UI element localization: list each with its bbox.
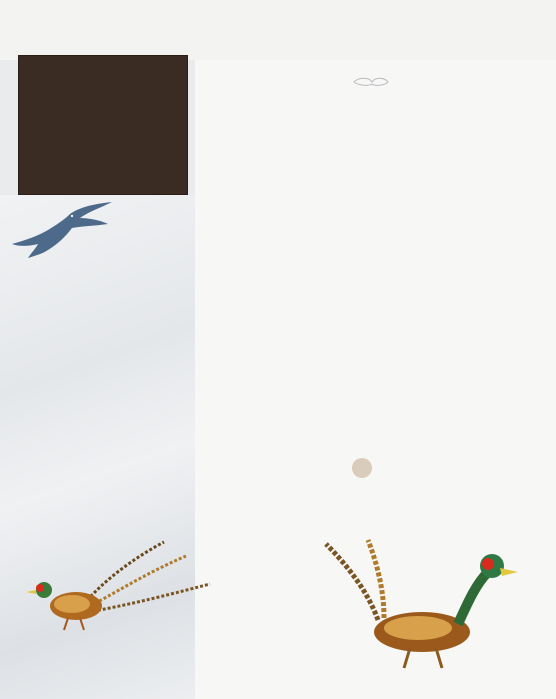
bead-diagram <box>214 72 530 442</box>
species-header <box>18 55 188 195</box>
swallow-icon <box>8 200 116 260</box>
beaded-pheasant-photo-2 <box>318 532 526 672</box>
step-number-badge <box>352 458 372 478</box>
top-margin <box>0 0 556 60</box>
beaded-pheasant-photo <box>14 534 214 634</box>
body-outline <box>354 78 388 85</box>
